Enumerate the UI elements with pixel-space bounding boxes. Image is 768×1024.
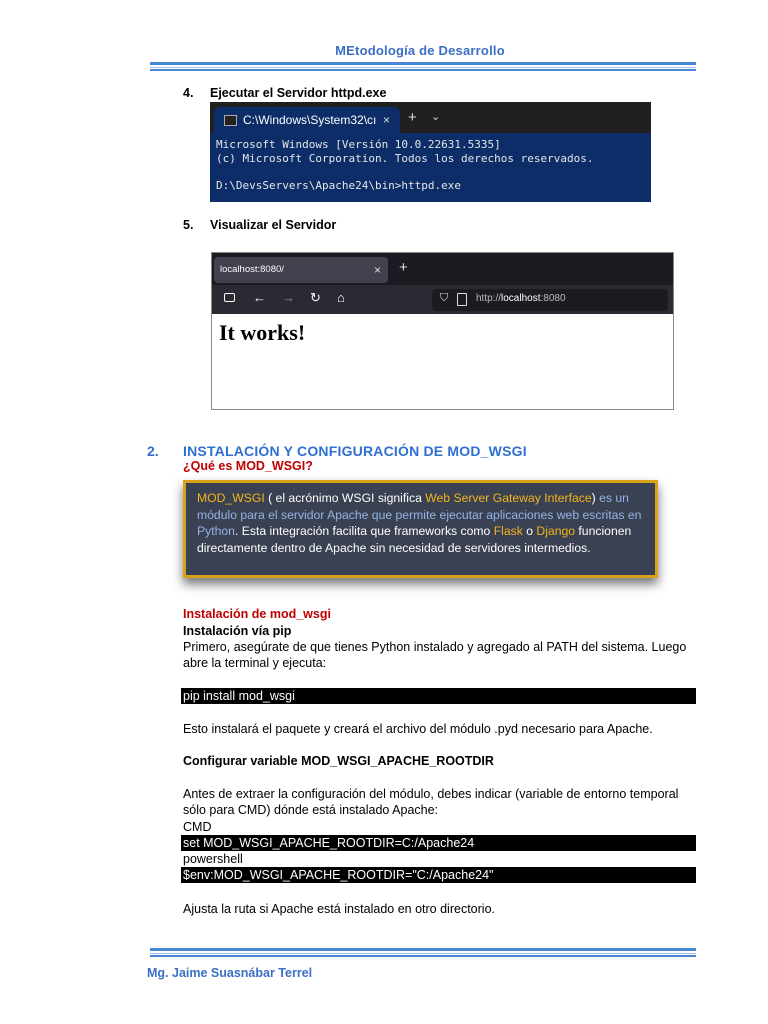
step-4-heading: [183, 86, 386, 100]
terminal-tab[interactable]: [214, 107, 400, 133]
step-label: Ejecutar el Servidor httpd.exe: [210, 86, 387, 100]
pip-heading: Instalación vía pip: [183, 624, 292, 638]
terminal-line: Microsoft Windows [Versión 10.0.22631.5335]: [216, 138, 501, 151]
config-heading: Configurar variable MOD_WSGI_APACHE_ROOTDIR: [183, 754, 494, 768]
browser-tab[interactable]: [214, 257, 388, 283]
cmd-icon: [224, 115, 237, 126]
section-number: 2.: [147, 443, 159, 459]
cmd-label: CMD: [183, 820, 212, 834]
document-header-title: MEtodología de Desarrollo: [335, 43, 505, 58]
close-icon[interactable]: ×: [382, 113, 390, 127]
header-rule: [150, 62, 696, 71]
step-number: 4.: [183, 86, 194, 100]
step-number: 5.: [183, 218, 194, 232]
terminal-line: (c) Microsoft Corporation. Todos los derechos reservados.: [216, 151, 594, 165]
pip-paragraph: Primero, asegúrate de que tienes Python instalado y agregado al PATH del sistema. Luego abre la terminal y ejecuta:: [183, 640, 687, 670]
url-text: http://localhost:8080: [476, 293, 566, 304]
footer-rule: [150, 948, 696, 957]
terminal-tab-title: C:\Windows\System32\cı: [243, 113, 377, 127]
browser-toolbar: [212, 285, 673, 314]
browser-page-content: It works!: [219, 320, 306, 345]
pip-command: pip install mod_wsgi: [181, 688, 696, 704]
footer-author: Mg. Jaime Suasnábar Terrel: [147, 966, 313, 980]
reload-icon[interactable]: ↻: [310, 290, 321, 305]
pip-result-paragraph: Esto instalará el paquete y creará el archivo del módulo .pyd necesario para Apache.: [183, 722, 653, 736]
step-5-heading: [183, 218, 336, 232]
back-icon[interactable]: ←: [253, 290, 266, 305]
home-icon[interactable]: ⌂: [337, 290, 345, 305]
new-tab-icon[interactable]: +: [408, 109, 417, 126]
forward-icon[interactable]: →: [282, 290, 295, 305]
browser-tabbar: [212, 253, 673, 285]
terminal-titlebar: [210, 102, 651, 133]
browser-window: [211, 252, 674, 410]
terminal-line: D:\DevsServers\Apache24\bin>httpd.exe: [216, 178, 462, 192]
cmd-command: set MOD_WSGI_APACHE_ROOTDIR=C:/Apache24: [181, 835, 696, 851]
terminal-output: [210, 133, 651, 197]
close-icon[interactable]: ×: [373, 263, 381, 277]
sidebar-icon[interactable]: [224, 293, 235, 302]
shield-icon: ⛉: [440, 292, 449, 304]
powershell-command: $env:MOD_WSGI_APACHE_ROOTDIR="C:/Apache24": [181, 867, 696, 883]
step-label: Visualizar el Servidor: [210, 218, 337, 232]
browser-tab-title: localhost:8080/: [220, 264, 284, 275]
powershell-label: powershell: [183, 852, 243, 866]
info-callout: MOD_WSGI ( el acrónimo WSGI significa Web Server Gateway Interface) es un módulo para el servidor Apache que permite ejecutar aplicaciones web escritas en Python. Esta integración facilita que frameworks como Flask o Django funcionen directamente dentro de Apache sin necesidad de servidores intermedios.: [183, 480, 658, 578]
section-title: INSTALACIÓN Y CONFIGURACIÓN DE MOD_WSGI: [183, 443, 527, 459]
config-paragraph: Antes de extraer la configuración del módulo, debes indicar (variable de entorno temporal sólo para CMD) dónde está instalado Apache:: [183, 787, 679, 817]
terminal-line: [216, 165, 645, 179]
install-heading: Instalación de mod_wsgi: [183, 607, 331, 621]
page-icon: [457, 293, 467, 306]
chevron-down-icon[interactable]: ⌄: [431, 111, 441, 123]
new-tab-icon[interactable]: +: [399, 259, 408, 276]
question-heading: ¿Qué es MOD_WSGI?: [183, 459, 313, 473]
address-bar[interactable]: [432, 289, 668, 311]
final-note: Ajusta la ruta si Apache está instalado en otro directorio.: [183, 902, 495, 916]
terminal-window: [210, 102, 651, 202]
